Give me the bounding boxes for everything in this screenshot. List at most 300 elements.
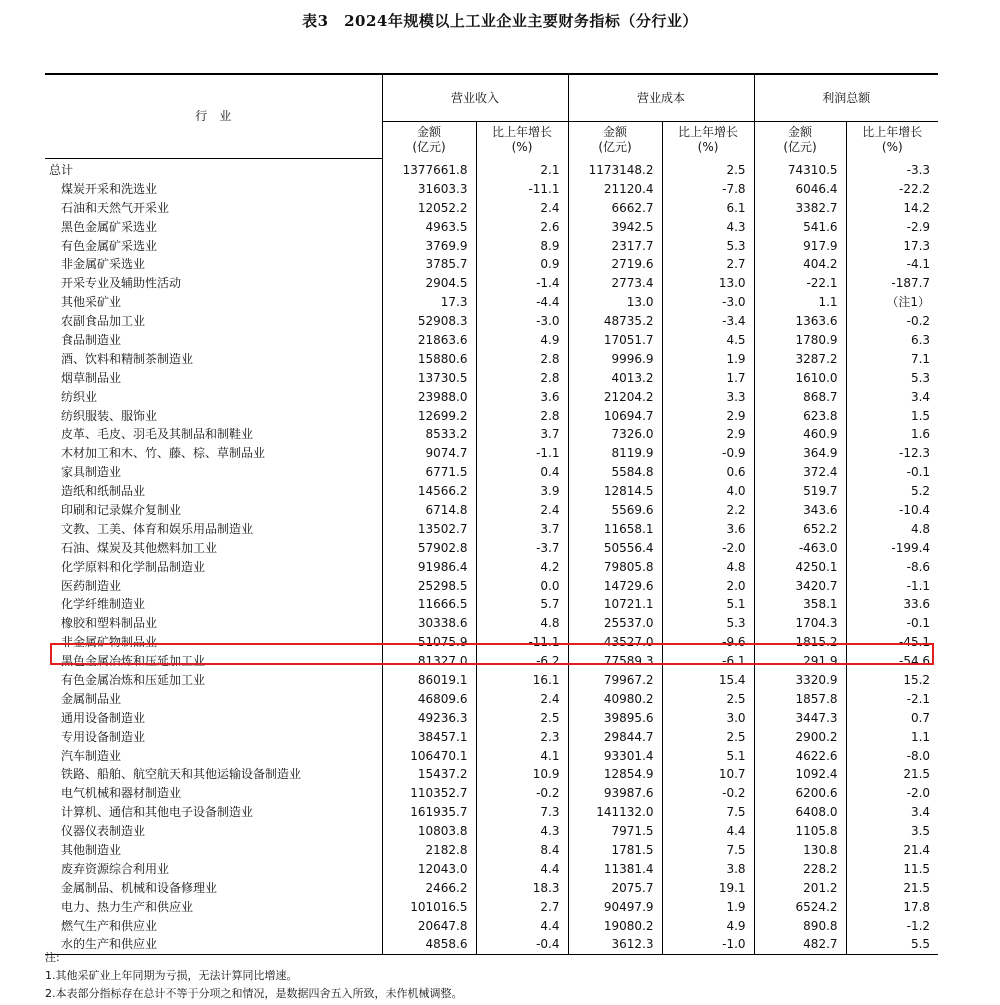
table-row [45, 859, 938, 878]
revenue-growth-cell: 0.0 [476, 576, 568, 595]
table-row [45, 312, 938, 331]
industry-name-cell: 电力、热力生产和供应业 [61, 899, 194, 914]
revenue-amount-cell: 38457.1 [382, 727, 476, 746]
industry-name-cell: 造纸和纸制品业 [61, 484, 146, 499]
cost-amount-cell: 1173148.2 [568, 158, 662, 179]
revenue-growth-cell: 5.7 [476, 595, 568, 614]
profit-growth-cell: 0.7 [846, 708, 938, 727]
cost-amount-cell: 8119.9 [568, 444, 662, 463]
table-row [45, 557, 938, 576]
industry-header: 行 业 [45, 74, 382, 158]
table-row [45, 387, 938, 406]
cost-amount-cell: 10694.7 [568, 406, 662, 425]
revenue-amount-cell: 31603.3 [382, 179, 476, 198]
revenue-growth-cell: 4.3 [476, 822, 568, 841]
industry-name-cell: 煤炭开采和洗选业 [61, 181, 158, 196]
cost-growth-cell: -6.1 [662, 652, 754, 671]
revenue-amount-cell: 49236.3 [382, 708, 476, 727]
profit-growth-cell: -0.1 [846, 463, 938, 482]
revenue-growth-cell: 4.1 [476, 746, 568, 765]
notes-heading: 注: [45, 951, 60, 964]
revenue-amount-cell: 51075.9 [382, 633, 476, 652]
cost-amount-cell: 10721.1 [568, 595, 662, 614]
profit-amount-cell: 890.8 [754, 916, 846, 935]
table-row [45, 368, 938, 387]
revenue-amount-cell: 46809.6 [382, 689, 476, 708]
table-row [45, 614, 938, 633]
industry-name-cell: 有色金属矿采选业 [61, 238, 158, 253]
cost-amount-cell: 12814.5 [568, 482, 662, 501]
table-row [45, 519, 938, 538]
table-row [45, 878, 938, 897]
cost-amount-cell: 79805.8 [568, 557, 662, 576]
table-row [45, 293, 938, 312]
cost-growth-cell: 19.1 [662, 878, 754, 897]
industry-name-cell: 印刷和记录媒介复制业 [61, 502, 182, 517]
profit-growth-cell: 21.4 [846, 841, 938, 860]
industry-name-cell: 木材加工和木、竹、藤、棕、草制品业 [61, 446, 266, 461]
profit-amount-cell: 519.7 [754, 482, 846, 501]
revenue-amount-cell: 12043.0 [382, 859, 476, 878]
revenue-amount-cell: 86019.1 [382, 671, 476, 690]
cost-growth-cell: 6.1 [662, 198, 754, 217]
revenue-amount-cell: 2904.5 [382, 274, 476, 293]
cost-amount-cell: 1781.5 [568, 841, 662, 860]
revenue-growth-cell: 2.4 [476, 689, 568, 708]
revenue-amount-cell: 11666.5 [382, 595, 476, 614]
table-row [45, 198, 938, 217]
cost-growth-cell: -9.6 [662, 633, 754, 652]
industry-name-cell: 电气机械和器材制造业 [61, 786, 182, 801]
note-1: 1.其他采矿业上年同期为亏损，无法计算同比增速。 [45, 969, 298, 982]
profit-group-header: 利润总额 [754, 74, 938, 122]
profit-growth-cell: 5.5 [846, 935, 938, 954]
table-row [45, 633, 938, 652]
profit-growth-cell: 3.4 [846, 387, 938, 406]
table-row [45, 897, 938, 916]
revenue-amount-cell: 15880.6 [382, 349, 476, 368]
cost-amount-cell: 2773.4 [568, 274, 662, 293]
cost-amount-cell: 19080.2 [568, 916, 662, 935]
cost-growth-cell: 2.9 [662, 425, 754, 444]
revenue-amount-cell: 30338.6 [382, 614, 476, 633]
table-row [45, 406, 938, 425]
revenue-growth-cell: 2.1 [476, 158, 568, 179]
industry-name-cell: 黑色金属矿采选业 [61, 219, 158, 234]
cost-amount-cell: 2075.7 [568, 878, 662, 897]
revenue-growth-cell: 4.2 [476, 557, 568, 576]
profit-amount-cell: 482.7 [754, 935, 846, 954]
table-row [45, 671, 938, 690]
revenue-amount-cell: 17.3 [382, 293, 476, 312]
profit-amount-cell: 1704.3 [754, 614, 846, 633]
profit-amount-cell: 1815.2 [754, 633, 846, 652]
cost-amount-cell: 21204.2 [568, 387, 662, 406]
table-row [45, 217, 938, 236]
profit-growth-cell: 33.6 [846, 595, 938, 614]
cost-amount-cell: 7971.5 [568, 822, 662, 841]
revenue-growth-cell: 2.4 [476, 501, 568, 520]
profit-amount-cell: 4250.1 [754, 557, 846, 576]
industry-name-cell: 石油、煤炭及其他燃料加工业 [61, 540, 218, 555]
revenue-amount-cell: 12699.2 [382, 406, 476, 425]
profit-amount-cell: 201.2 [754, 878, 846, 897]
profit-amount-cell: 3320.9 [754, 671, 846, 690]
table-notes [45, 949, 463, 1003]
profit-growth-cell: -8.0 [846, 746, 938, 765]
revenue-growth-cell: 0.9 [476, 255, 568, 274]
industry-name-cell: 非金属矿物制品业 [61, 635, 158, 650]
revenue-growth-cell: 2.6 [476, 217, 568, 236]
profit-amount-cell: 4622.6 [754, 746, 846, 765]
cost-amount-cell: 93301.4 [568, 746, 662, 765]
revenue-amount-cell: 9074.7 [382, 444, 476, 463]
profit-amount-cell: 291.9 [754, 652, 846, 671]
table-row [45, 765, 938, 784]
industry-name-cell: 有色金属冶炼和压延加工业 [61, 672, 206, 687]
revenue-growth-cell: 2.3 [476, 727, 568, 746]
table-row [45, 538, 938, 557]
table-row [45, 784, 938, 803]
profit-amount-cell: 6046.4 [754, 179, 846, 198]
revenue-amount-cell: 21863.6 [382, 331, 476, 350]
industry-name-cell: 文教、工美、体育和娱乐用品制造业 [61, 521, 254, 536]
cost-growth-cell: 4.3 [662, 217, 754, 236]
cost-growth-cell: 4.4 [662, 822, 754, 841]
financial-table-container [45, 73, 938, 955]
industry-name-cell: 非金属矿采选业 [61, 257, 146, 272]
revenue-growth-cell: 2.4 [476, 198, 568, 217]
table-row [45, 331, 938, 350]
profit-amount-cell: 3447.3 [754, 708, 846, 727]
cost-growth-cell: 2.5 [662, 727, 754, 746]
revenue-growth-cell: 4.9 [476, 331, 568, 350]
profit-amount-cell: 1.1 [754, 293, 846, 312]
revenue-amount-cell: 2466.2 [382, 878, 476, 897]
profit-growth-cell: 1.1 [846, 727, 938, 746]
profit-amount-cell: 1092.4 [754, 765, 846, 784]
industry-name-cell: 医药制造业 [61, 578, 122, 593]
revenue-growth-cell: -3.0 [476, 312, 568, 331]
revenue-amount-cell: 2182.8 [382, 841, 476, 860]
profit-growth-cell: -54.6 [846, 652, 938, 671]
cost-growth-cell: -1.0 [662, 935, 754, 954]
profit-growth-cell: 11.5 [846, 859, 938, 878]
profit-amount-cell: 6408.0 [754, 803, 846, 822]
profit-growth-cell: -4.1 [846, 255, 938, 274]
table-row [45, 727, 938, 746]
industry-name-cell: 食品制造业 [61, 332, 122, 347]
revenue-growth-cell: 4.4 [476, 916, 568, 935]
cost-amount-cell: 21120.4 [568, 179, 662, 198]
revenue-amount-cell: 6714.8 [382, 501, 476, 520]
profit-growth-cell: 1.6 [846, 425, 938, 444]
table-row [45, 349, 938, 368]
revenue-amount-cell: 91986.4 [382, 557, 476, 576]
profit-growth-cell: 3.5 [846, 822, 938, 841]
revenue-amount-cell: 4858.6 [382, 935, 476, 954]
revenue-amount-cell: 57902.8 [382, 538, 476, 557]
cost-amount-cell: 29844.7 [568, 727, 662, 746]
profit-growth-cell: 4.8 [846, 519, 938, 538]
profit-amount-cell: 228.2 [754, 859, 846, 878]
profit-growth-cell: -187.7 [846, 274, 938, 293]
revenue-amount-cell: 161935.7 [382, 803, 476, 822]
revenue-growth-cell: 2.8 [476, 349, 568, 368]
revenue-growth-cell: 4.8 [476, 614, 568, 633]
profit-growth-cell: 15.2 [846, 671, 938, 690]
revenue-growth-cell: 18.3 [476, 878, 568, 897]
table-row [45, 463, 938, 482]
revenue-amount-cell: 52908.3 [382, 312, 476, 331]
profit-amount-cell: 74310.5 [754, 158, 846, 179]
cost-amount-cell: 3612.3 [568, 935, 662, 954]
financial-indicators-table [45, 73, 938, 955]
profit-amount-cell: 372.4 [754, 463, 846, 482]
cost-amount-cell: 2719.6 [568, 255, 662, 274]
revenue-amount-cell: 4963.5 [382, 217, 476, 236]
cost-amount-cell: 5569.6 [568, 501, 662, 520]
cost-amount-header: 金额 (亿元) [568, 122, 662, 159]
cost-growth-cell: 5.1 [662, 595, 754, 614]
profit-growth-cell: -2.0 [846, 784, 938, 803]
industry-name-cell: 燃气生产和供应业 [61, 918, 158, 933]
table-body [45, 158, 938, 954]
table-row [45, 576, 938, 595]
industry-name-cell: 总计 [49, 162, 74, 177]
revenue-growth-cell: 3.7 [476, 519, 568, 538]
profit-growth-cell: 7.1 [846, 349, 938, 368]
profit-amount-cell: 917.9 [754, 236, 846, 255]
industry-name-cell: 开采专业及辅助性活动 [61, 276, 182, 291]
profit-amount-cell: 1857.8 [754, 689, 846, 708]
cost-growth-cell: 3.6 [662, 519, 754, 538]
industry-name-cell: 纺织服装、服饰业 [61, 408, 158, 423]
cost-growth-cell: -0.9 [662, 444, 754, 463]
industry-name-cell: 化学纤维制造业 [61, 597, 146, 612]
cost-growth-cell: 15.4 [662, 671, 754, 690]
revenue-amount-cell: 13730.5 [382, 368, 476, 387]
profit-amount-cell: 404.2 [754, 255, 846, 274]
profit-growth-cell: -22.2 [846, 179, 938, 198]
table-row [45, 444, 938, 463]
table-row [45, 501, 938, 520]
industry-name-cell: 其他采矿业 [61, 295, 122, 310]
revenue-amount-cell: 25298.5 [382, 576, 476, 595]
profit-growth-cell: 5.3 [846, 368, 938, 387]
profit-amount-cell: 364.9 [754, 444, 846, 463]
revenue-growth-cell: 10.9 [476, 765, 568, 784]
table-row [45, 595, 938, 614]
revenue-amount-cell: 12052.2 [382, 198, 476, 217]
profit-growth-cell: -45.1 [846, 633, 938, 652]
cost-amount-cell: 77589.3 [568, 652, 662, 671]
profit-amount-cell: 3287.2 [754, 349, 846, 368]
cost-growth-cell: 5.3 [662, 236, 754, 255]
revenue-growth-cell: 2.5 [476, 708, 568, 727]
profit-growth-cell: -0.2 [846, 312, 938, 331]
cost-growth-cell: 3.8 [662, 859, 754, 878]
profit-growth-cell: -8.6 [846, 557, 938, 576]
profit-growth-cell: 6.3 [846, 331, 938, 350]
industry-name-cell: 石油和天然气开采业 [61, 200, 170, 215]
cost-amount-cell: 39895.6 [568, 708, 662, 727]
industry-name-cell: 废弃资源综合利用业 [61, 861, 170, 876]
industry-name-cell: 金属制品业 [61, 691, 122, 706]
profit-amount-cell: -463.0 [754, 538, 846, 557]
industry-name-cell: 烟草制品业 [61, 370, 122, 385]
revenue-growth-cell: -1.1 [476, 444, 568, 463]
cost-group-header: 营业成本 [568, 74, 754, 122]
revenue-growth-cell: -11.1 [476, 179, 568, 198]
profit-growth-cell: -3.3 [846, 158, 938, 179]
revenue-amount-cell: 101016.5 [382, 897, 476, 916]
cost-growth-cell: -0.2 [662, 784, 754, 803]
cost-growth-cell: 0.6 [662, 463, 754, 482]
industry-name-cell: 黑色金属冶炼和压延加工业 [61, 654, 206, 669]
cost-growth-cell: 10.7 [662, 765, 754, 784]
profit-growth-cell: -2.9 [846, 217, 938, 236]
revenue-growth-header: 比上年增长 (%) [476, 122, 568, 159]
profit-growth-cell: 1.5 [846, 406, 938, 425]
cost-growth-cell: 2.5 [662, 689, 754, 708]
cost-growth-cell: 5.3 [662, 614, 754, 633]
table-row [45, 179, 938, 198]
profit-amount-cell: 3420.7 [754, 576, 846, 595]
cost-amount-cell: 25537.0 [568, 614, 662, 633]
profit-growth-header: 比上年增长 (%) [846, 122, 938, 159]
cost-amount-cell: 9996.9 [568, 349, 662, 368]
industry-name-cell: 家具制造业 [61, 465, 122, 480]
revenue-amount-cell: 20647.8 [382, 916, 476, 935]
cost-growth-cell: -3.4 [662, 312, 754, 331]
profit-growth-cell: 17.8 [846, 897, 938, 916]
table-row [45, 274, 938, 293]
revenue-amount-cell: 15437.2 [382, 765, 476, 784]
cost-amount-cell: 6662.7 [568, 198, 662, 217]
profit-amount-cell: 130.8 [754, 841, 846, 860]
revenue-growth-cell: -11.1 [476, 633, 568, 652]
revenue-amount-cell: 3785.7 [382, 255, 476, 274]
revenue-growth-cell: -0.4 [476, 935, 568, 954]
cost-amount-cell: 17051.7 [568, 331, 662, 350]
table-row [45, 746, 938, 765]
revenue-amount-cell: 1377661.8 [382, 158, 476, 179]
industry-name-cell: 计算机、通信和其他电子设备制造业 [61, 805, 254, 820]
cost-amount-cell: 5584.8 [568, 463, 662, 482]
revenue-growth-cell: -0.2 [476, 784, 568, 803]
cost-growth-cell: 1.7 [662, 368, 754, 387]
cost-amount-cell: 13.0 [568, 293, 662, 312]
industry-name-cell: 专用设备制造业 [61, 729, 146, 744]
cost-growth-cell: 1.9 [662, 349, 754, 368]
cost-amount-cell: 90497.9 [568, 897, 662, 916]
revenue-growth-cell: -4.4 [476, 293, 568, 312]
table-row [45, 158, 938, 179]
cost-amount-cell: 93987.6 [568, 784, 662, 803]
profit-growth-cell: 3.4 [846, 803, 938, 822]
cost-growth-cell: 4.9 [662, 916, 754, 935]
cost-growth-cell: -3.0 [662, 293, 754, 312]
profit-growth-cell: -10.4 [846, 501, 938, 520]
revenue-amount-cell: 81327.0 [382, 652, 476, 671]
profit-amount-cell: 623.8 [754, 406, 846, 425]
table-row [45, 916, 938, 935]
profit-growth-cell: 5.2 [846, 482, 938, 501]
revenue-amount-cell: 106470.1 [382, 746, 476, 765]
industry-name-cell: 铁路、船舶、航空航天和其他运输设备制造业 [61, 767, 302, 782]
revenue-growth-cell: 2.7 [476, 897, 568, 916]
profit-growth-cell: 14.2 [846, 198, 938, 217]
profit-amount-cell: 1780.9 [754, 331, 846, 350]
industry-name-cell: 通用设备制造业 [61, 710, 146, 725]
revenue-amount-header: 金额 (亿元) [382, 122, 476, 159]
profit-growth-cell: （注1） [846, 293, 938, 312]
revenue-growth-cell: 3.9 [476, 482, 568, 501]
revenue-growth-cell: 3.7 [476, 425, 568, 444]
revenue-amount-cell: 110352.7 [382, 784, 476, 803]
revenue-growth-cell: 16.1 [476, 671, 568, 690]
profit-growth-cell: -1.1 [846, 576, 938, 595]
revenue-growth-cell: -6.2 [476, 652, 568, 671]
revenue-growth-cell: 2.8 [476, 406, 568, 425]
table-row [45, 236, 938, 255]
cost-amount-cell: 12854.9 [568, 765, 662, 784]
profit-growth-cell: -1.2 [846, 916, 938, 935]
industry-name-cell: 农副食品加工业 [61, 314, 146, 329]
revenue-growth-cell: 3.6 [476, 387, 568, 406]
table-row [45, 708, 938, 727]
cost-amount-cell: 11658.1 [568, 519, 662, 538]
cost-amount-cell: 4013.2 [568, 368, 662, 387]
profit-amount-cell: 343.6 [754, 501, 846, 520]
revenue-amount-cell: 14566.2 [382, 482, 476, 501]
revenue-growth-cell: -1.4 [476, 274, 568, 293]
cost-growth-cell: 7.5 [662, 803, 754, 822]
cost-amount-cell: 141132.0 [568, 803, 662, 822]
table-row [45, 482, 938, 501]
cost-growth-cell: 2.5 [662, 158, 754, 179]
profit-amount-cell: 1105.8 [754, 822, 846, 841]
profit-amount-cell: 652.2 [754, 519, 846, 538]
cost-amount-cell: 43527.0 [568, 633, 662, 652]
table-row [45, 652, 938, 671]
industry-name-cell: 仪器仪表制造业 [61, 824, 146, 839]
profit-amount-cell: 1610.0 [754, 368, 846, 387]
table-row [45, 255, 938, 274]
cost-amount-cell: 79967.2 [568, 671, 662, 690]
profit-growth-cell: 21.5 [846, 878, 938, 897]
profit-growth-cell: 17.3 [846, 236, 938, 255]
cost-amount-cell: 48735.2 [568, 312, 662, 331]
revenue-growth-cell: 7.3 [476, 803, 568, 822]
cost-growth-cell: 4.0 [662, 482, 754, 501]
table-row [45, 689, 938, 708]
cost-growth-cell: 7.5 [662, 841, 754, 860]
profit-amount-cell: 6524.2 [754, 897, 846, 916]
revenue-amount-cell: 6771.5 [382, 463, 476, 482]
industry-name-cell: 汽车制造业 [61, 748, 122, 763]
cost-amount-cell: 2317.7 [568, 236, 662, 255]
profit-amount-cell: 2900.2 [754, 727, 846, 746]
note-2: 2.本表部分指标存在总计不等于分项之和情况，是数据四舍五入所致，未作机械调整。 [45, 987, 463, 1000]
cost-growth-cell: -7.8 [662, 179, 754, 198]
cost-growth-cell: 2.7 [662, 255, 754, 274]
revenue-growth-cell: 8.9 [476, 236, 568, 255]
revenue-growth-cell: 0.4 [476, 463, 568, 482]
revenue-amount-cell: 8533.2 [382, 425, 476, 444]
cost-growth-cell: 2.9 [662, 406, 754, 425]
